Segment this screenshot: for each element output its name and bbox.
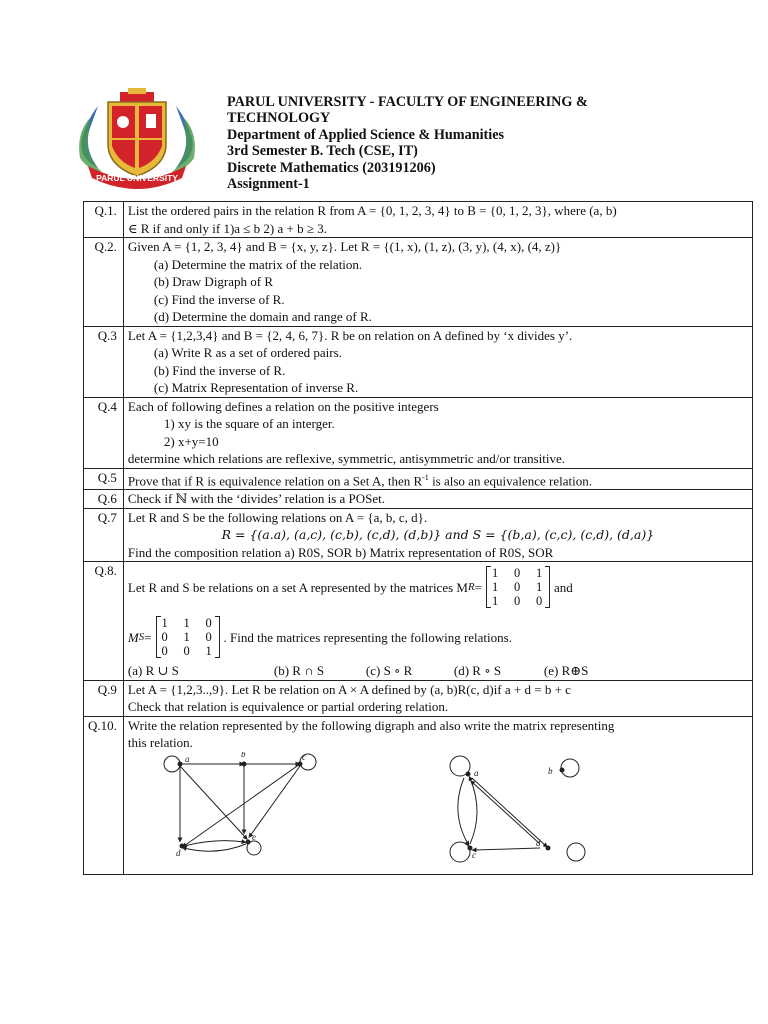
- q1-text: List the ordered pairs in the relation R from A = {0, 1, 2, 3, 4} to B = {0, 1, 2, 3}, where (a, b): [127, 203, 617, 218]
- q8-and: and: [553, 579, 573, 595]
- matrix-cell: 0: [205, 616, 212, 631]
- matrix-ms: [156, 616, 220, 658]
- matrix-mr: [486, 566, 550, 608]
- graph-node: [559, 767, 564, 772]
- matrix-cell: 1: [491, 594, 499, 609]
- q8-option-d: (d) R ∘ S: [453, 663, 502, 679]
- q2-text: Given A = {1, 2, 3, 4} and B = {x, y, z}. Let R = {(1, x), (1, z), (3, y), (4, x), (4, z)}: [127, 239, 562, 254]
- question-number: Q.6: [84, 490, 124, 509]
- node-label-b: b: [547, 765, 553, 776]
- question-row-2: [84, 238, 753, 327]
- question-number: Q.5: [84, 468, 124, 490]
- graph-node: [245, 839, 250, 844]
- node-label-a: a: [473, 767, 479, 778]
- graph-node: [465, 771, 470, 776]
- question-number: Q.3: [84, 326, 124, 397]
- matrix-cell: 1: [535, 580, 543, 595]
- q8-equals: =: [474, 579, 482, 595]
- question-row-3: [84, 326, 753, 397]
- ms-label: M: [127, 629, 139, 645]
- q3-part-c: (c) Matrix Representation of inverse R.: [153, 380, 359, 395]
- graph-node: [297, 761, 302, 766]
- q3-part-a: (a) Write R as a set of ordered pairs.: [153, 345, 342, 360]
- node-label-a: a: [184, 753, 190, 764]
- matrix-cell: 1: [183, 616, 190, 631]
- university-title: PARUL UNIVERSITY - FACULTY OF ENGINEERING &: [227, 94, 588, 110]
- node-label-c: c: [301, 751, 306, 762]
- matrix-cell: 0: [513, 580, 521, 595]
- question-row-7: [84, 508, 753, 562]
- matrix-cell: 0: [513, 594, 521, 609]
- matrix-cell: 0: [205, 630, 212, 645]
- node-label-c: c: [471, 849, 476, 860]
- matrix-cell: 0: [535, 594, 543, 609]
- question-row-6: [84, 490, 753, 509]
- question-row-1: [84, 202, 753, 238]
- q8-option-b: (b) R ∩ S: [273, 663, 325, 679]
- university-title-cont: TECHNOLOGY: [227, 110, 331, 127]
- ms-subscript: S: [138, 630, 145, 643]
- q2-part-b: (b) Draw Digraph of R: [153, 274, 274, 289]
- q8-subscript: R: [467, 580, 475, 593]
- questions-table: [83, 201, 753, 875]
- matrix-cell: 1: [535, 566, 543, 581]
- q1-text-cont: ∈ R if and only if 1)a ≤ b 2) a + b ≥ 3.: [127, 220, 327, 236]
- question-number: Q.9: [84, 680, 124, 716]
- q6-text: Check if ℕ with the ‘divides’ relation is a POSet.: [127, 491, 386, 507]
- q9-text-cont: Check that relation is equivalence or partial ordering relation.: [127, 699, 449, 715]
- node-label-e: e: [251, 831, 256, 842]
- question-row-9: [84, 680, 753, 716]
- q2-part-a: (a) Determine the matrix of the relation.: [153, 256, 363, 272]
- q5-text: Prove that if R is equivalence relation on a Set A, then R: [127, 472, 423, 488]
- digraph-1: [164, 751, 316, 855]
- q7-text-cont: Find the composition relation a) R0S, SOR b) Matrix representation of R0S, SOR: [127, 544, 554, 560]
- q8-text: Let R and S be relations on a set A represented by the matrices M: [127, 579, 468, 595]
- q8-option-a: (a) R ∪ S: [127, 663, 179, 679]
- matrix-cell: 1: [491, 580, 499, 595]
- q4-text: Each of following defines a relation on the positive integers: [127, 398, 439, 414]
- question-number: Q.4: [84, 397, 124, 468]
- question-row-4: [84, 397, 753, 468]
- matrix-cell: 1: [161, 616, 168, 631]
- matrix-cell: 0: [161, 644, 168, 659]
- q2-part-d: (d) Determine the domain and range of R.: [153, 309, 372, 324]
- question-number: Q.2.: [84, 238, 124, 327]
- q3-part-b: (b) Find the inverse of R.: [153, 362, 286, 378]
- q7-text: Let R and S be the following relations on A = {a, b, c, d}.: [127, 509, 428, 525]
- question-number: Q.7: [84, 508, 124, 562]
- matrix-cell: 0: [161, 630, 168, 645]
- q7-relations: R = {(a.a), (a,c), (c,b), (c,d), (d,b)} and S = {(b,a), (c,c), (c,d), (d,a)}: [221, 527, 655, 543]
- digraph-1-nodes: [177, 761, 302, 848]
- q5-superscript: -1: [422, 472, 429, 482]
- q10-text-cont: this relation.: [127, 735, 193, 751]
- node-label-d: d: [175, 847, 181, 858]
- graph-node: [545, 845, 550, 850]
- q4-text-cont: determine which relations are reflexive, symmetric, antisymmetric and/or transitive.: [127, 451, 566, 466]
- matrix-cell: 0: [183, 644, 190, 659]
- q3-text: Let A = {1,2,3,4} and B = {2, 4, 6, 7}. R be on relation on A defined by ‘x divides y’.: [127, 327, 573, 343]
- q10-text: Write the relation represented by the following digraph and also write the matrix representing: [127, 717, 615, 733]
- q4-item-2: 2) x+y=10: [163, 433, 219, 449]
- matrix-cell: 1: [491, 566, 499, 581]
- question-row-10: [84, 716, 753, 874]
- q9-text: Let A = {1,2,3..,9}. Let R be relation on A × A defined by (a, b)R(c, d)if a + d = b + c: [127, 681, 571, 697]
- question-number: Q.8.: [84, 562, 124, 681]
- semester: 3rd Semester B. Tech (CSE, IT): [227, 143, 418, 160]
- question-row-8: [84, 562, 753, 681]
- digraphs: [128, 752, 748, 874]
- q8-option-e: (e) R⊕S: [543, 663, 589, 679]
- department: Department of Applied Science & Humanities: [227, 126, 505, 143]
- q2-part-c: (c) Find the inverse of R.: [153, 291, 285, 307]
- node-label-d: d: [535, 837, 541, 848]
- ms-equals: =: [144, 629, 152, 645]
- logo-text: PARUL UNIVERSITY: [96, 173, 178, 183]
- matrix-cell: 0: [513, 566, 521, 581]
- node-label-b: b: [240, 751, 246, 759]
- question-number: Q.1.: [84, 202, 124, 238]
- document-header: [227, 94, 647, 192]
- university-logo: [68, 88, 206, 190]
- question-number: Q.10.: [84, 716, 124, 874]
- q8-options: [128, 662, 748, 680]
- assignment-title: Assignment-1: [227, 176, 310, 193]
- graph-node: [177, 761, 182, 766]
- matrix-cell: 1: [183, 630, 190, 645]
- digraph-2-nodes: [465, 767, 564, 850]
- q5-text-cont: is also an equivalence relation.: [428, 472, 592, 488]
- q4-item-1: 1) xy is the square of an interger.: [163, 416, 335, 431]
- q8-option-c: (c) S ∘ R: [365, 663, 413, 679]
- course: Discrete Mathematics (203191206): [227, 159, 436, 176]
- graph-node: [241, 761, 246, 766]
- question-row-5: [84, 468, 753, 490]
- digraph-figures: [128, 752, 748, 874]
- q8-text-cont: . Find the matrices representing the following relations.: [223, 629, 512, 645]
- matrix-cell: 1: [205, 644, 212, 659]
